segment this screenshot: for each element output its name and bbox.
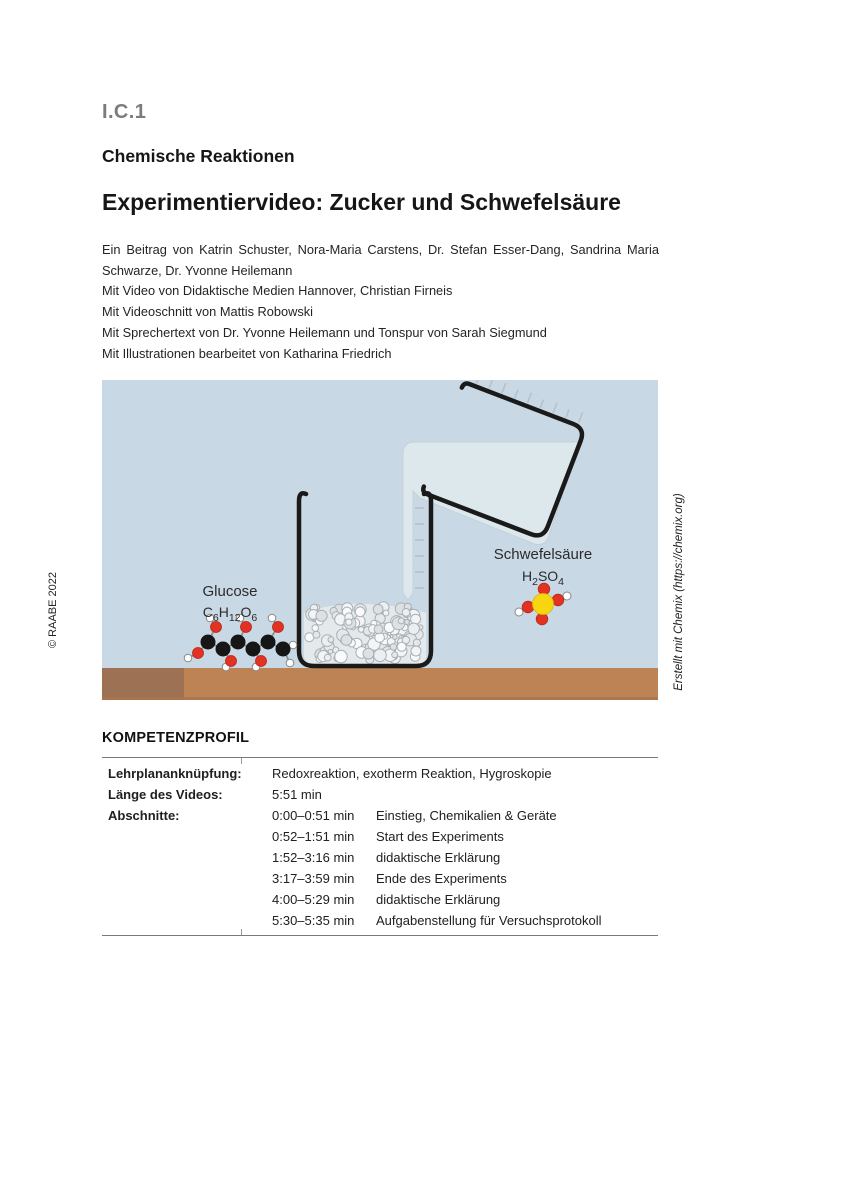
credit-line: Ein Beitrag von Katrin Schuster, Nora-Maria Carstens, Dr. Stefan Esser-Dang, Sandrina Maria Schwarze, Dr. Yvonne Heilemann [102,242,659,278]
sulfuric-acid-label: Schwefelsäure [493,546,593,563]
profile-label: Länge des Videos: [108,787,223,802]
copyright-sideways-text: © RAABE 2022 [47,572,59,648]
segment-time: 0:52–1:51 min [272,829,355,844]
profile-label: Abschnitte: [108,808,180,823]
profile-label [102,847,272,868]
segment-desc: Ende des Experiments [376,871,507,886]
credit-line: Mit Videoschnitt von Mattis Robowski [102,304,313,320]
profile-row [102,805,658,826]
profile-row [102,763,658,784]
glucose-label: Glucose [202,583,258,600]
profile-label [102,868,272,889]
profile-row [102,910,658,931]
glucose-formula: $C_6H_{12}O_6$ [202,604,258,624]
segment-desc: didaktische Erklärung [376,850,501,865]
segment-desc: Start des Experiments [376,829,504,844]
profile-row [102,826,658,847]
illustration-credit-sideways-text: Erstellt mit Chemix (https://chemix.org) [673,493,685,691]
table-front-edge [102,697,658,700]
segment-desc: Einstieg, Chemikalien & Geräte [376,808,557,823]
series-title: Chemische Reaktionen [102,146,295,166]
table-surface [102,668,658,700]
segment-time: 5:30–5:35 min [272,913,355,928]
credit-line: Mit Illustrationen bearbeitet von Katharina Friedrich [102,345,392,361]
competence-profile-heading: KOMPETENZPROFIL [102,730,250,746]
page-title: Experimentiervideo: Zucker und Schwefelsäure [102,189,621,215]
profile-row [102,784,658,805]
profile-label: Lehrplananknüpfung: [108,766,242,781]
profile-value: Redoxreaktion, exotherm Reaktion, Hygroskopie [272,766,552,781]
experiment-illustration [102,380,658,700]
profile-value: 5:51 min [272,787,322,802]
competence-profile-table [102,757,658,936]
profile-label [102,889,272,910]
profile-label [102,910,272,931]
profile-label [102,826,272,847]
segment-time: 3:17–3:59 min [272,871,355,886]
sulfuric-acid-formula: $H_2SO_4$ [521,568,565,588]
profile-row [102,868,658,889]
credit-line: Mit Sprechertext von Dr. Yvonne Heilemann und Tonspur von Sarah Siegmund [102,324,547,340]
credit-line: Mit Video von Didaktische Medien Hannover, Christian Firneis [102,283,453,299]
segment-desc: Aufgabenstellung für Versuchsprotokoll [376,913,602,928]
profile-row [102,847,658,868]
segment-time: 1:52–3:16 min [272,850,355,865]
segment-time: 4:00–5:29 min [272,892,355,907]
profile-row [102,889,658,910]
table-surface-dark [102,668,184,700]
segment-time: 0:00–0:51 min [272,808,355,823]
credits-block [102,240,659,364]
segment-desc: didaktische Erklärung [376,892,501,907]
doc-code: I.C.1 [102,101,147,123]
